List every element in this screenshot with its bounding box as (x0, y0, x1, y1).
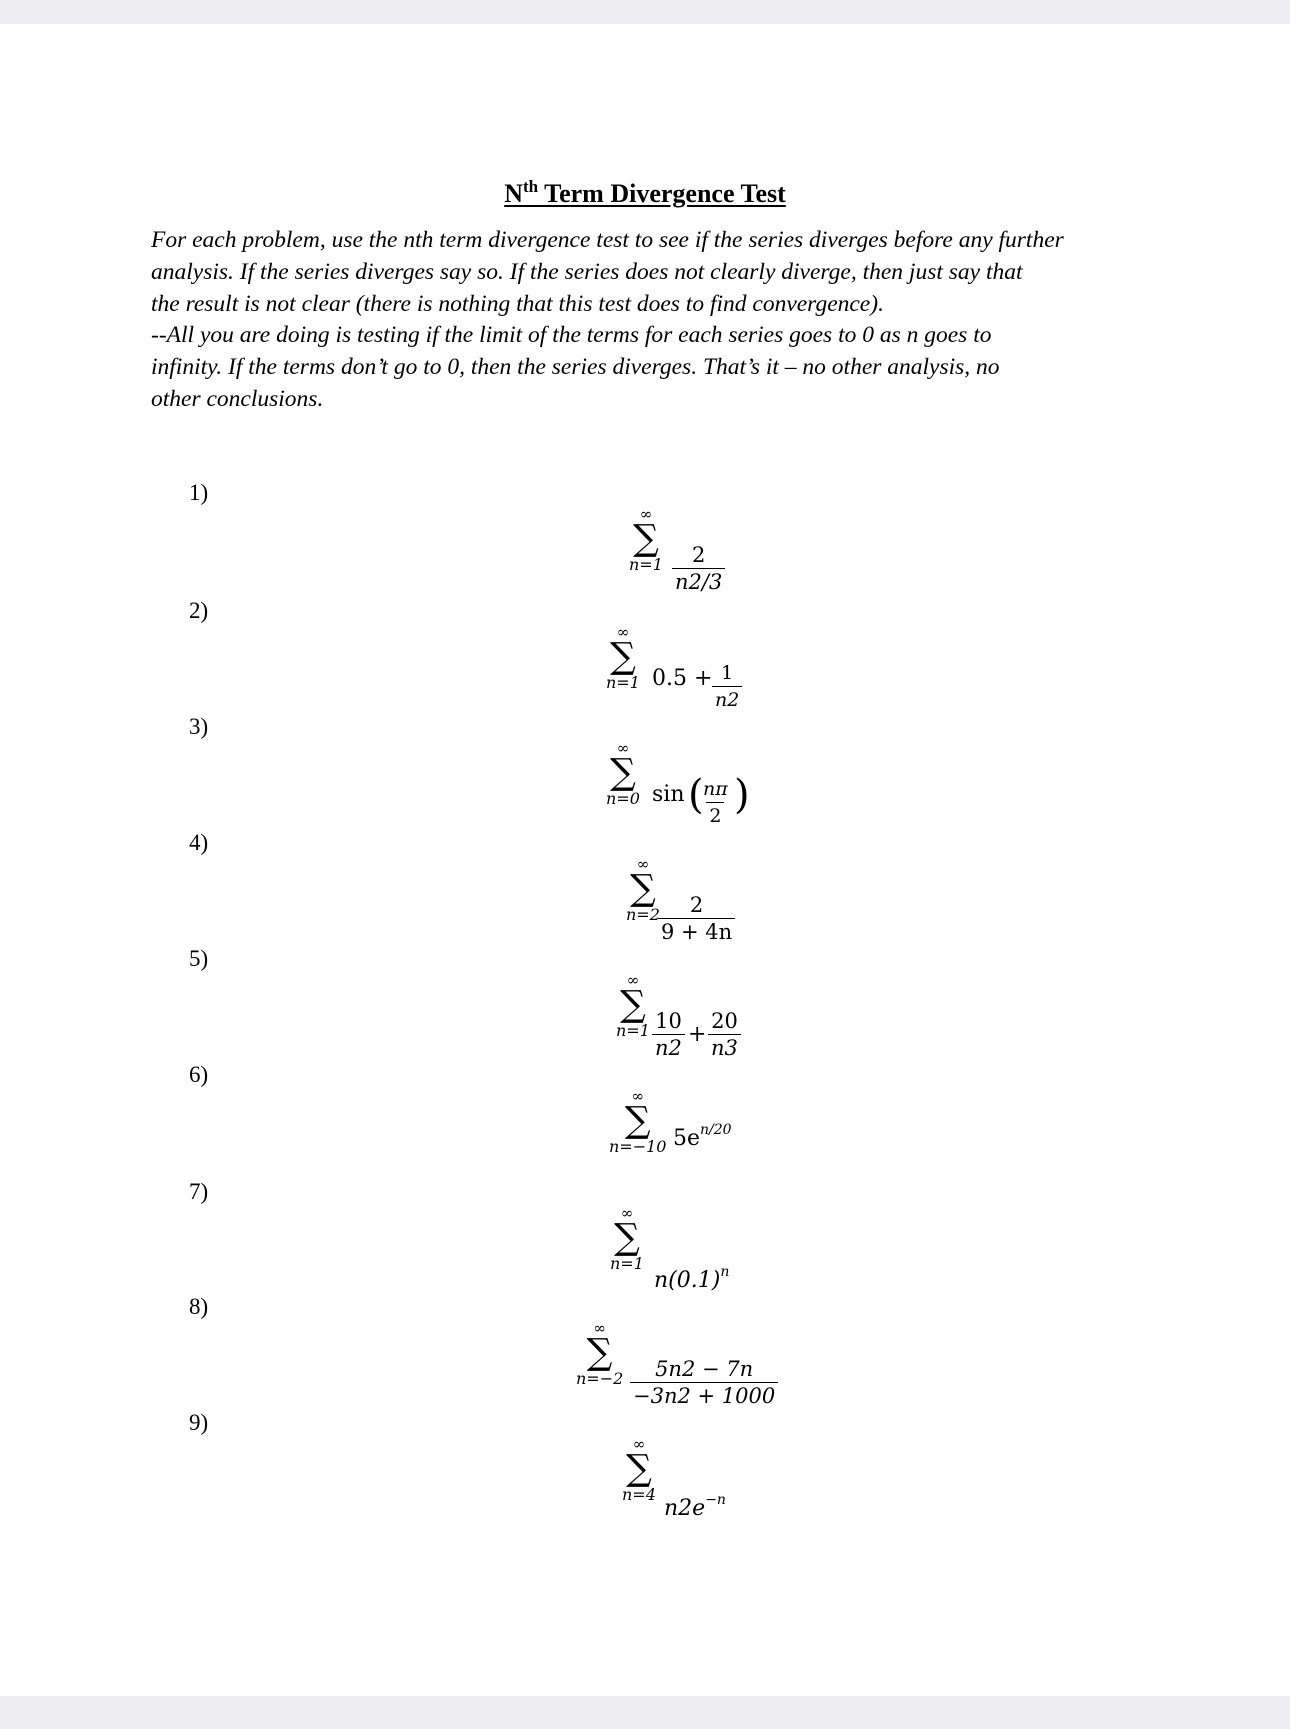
sigma-icon: ∑ (626, 1448, 652, 1489)
sum-lower: n=−10 (609, 1137, 667, 1156)
instruction-line: the result is not clear (there is nothing that this test does to find convergence). (151, 290, 884, 317)
denominator: 9 + 4n (658, 918, 735, 945)
term-base: 5e (673, 1126, 701, 1151)
denominator: n2 (712, 686, 742, 713)
denominator-text: n2/3 (675, 570, 723, 594)
title-sup: th (522, 177, 539, 196)
term-base: n2e (664, 1496, 706, 1521)
problem-3-sum (606, 740, 640, 808)
problem-2-lead: 0.5 + (652, 666, 713, 691)
numerator: 5n2 − 7n (655, 1357, 754, 1381)
sum-upper: ∞ (620, 1204, 634, 1222)
paren-right: ) (734, 772, 750, 818)
sum-upper: ∞ (631, 1087, 644, 1105)
sigma-icon: ∑ (624, 1100, 651, 1141)
sum-lower: n=1 (616, 1021, 650, 1040)
problem-1-sum (629, 506, 663, 574)
term-base: n(0.1) (654, 1268, 721, 1293)
page-title (0, 177, 1290, 209)
title-rest: Term Divergence Test (538, 179, 786, 208)
problem-3-label: 3) (189, 714, 209, 739)
instruction-line: For each problem, use the nth term divergence test to see if the series diverges before any further (151, 227, 1064, 253)
problem-1-fraction (672, 542, 725, 595)
problem-7-sum (610, 1205, 644, 1273)
problem-5-label: 5) (189, 946, 209, 971)
instruction-line: other conclusions. (151, 385, 324, 412)
problem-8-fraction (630, 1356, 778, 1409)
problem-5-sum (616, 972, 650, 1040)
sum-upper: ∞ (616, 623, 630, 641)
title-main: N (504, 179, 523, 208)
problem-2-sum (606, 624, 640, 692)
numerator: 10 (655, 1009, 682, 1033)
sum-upper: ∞ (639, 505, 653, 523)
problem-7-term (654, 1264, 729, 1293)
instruction-line: infinity. If the terms don’t go to 0, then the series diverges. That’s it – no other analysis, no (151, 354, 1000, 381)
problem-6-term (673, 1122, 732, 1151)
sigma-icon: ∑ (614, 1217, 640, 1258)
problem-9-label: 9) (189, 1410, 209, 1435)
numerator: 20 (711, 1009, 738, 1033)
sum-lower: n=1 (610, 1254, 644, 1273)
term-exponent: n (720, 1264, 730, 1280)
problem-9-term (664, 1492, 726, 1521)
denominator: 2 (706, 802, 724, 829)
document-page (0, 24, 1290, 1696)
sum-lower: n=1 (606, 673, 640, 692)
problem-9-sum (622, 1436, 656, 1504)
problem-5-fraction-1 (652, 1008, 685, 1061)
problem-7-label: 7) (189, 1179, 209, 1204)
problem-3-fraction (700, 776, 731, 829)
numerator: 2 (689, 893, 704, 917)
sum-upper: ∞ (616, 739, 630, 757)
problem-6-sum (609, 1088, 666, 1156)
denominator: n3 (708, 1034, 741, 1061)
sum-lower: n=1 (629, 555, 663, 574)
sigma-icon: ∑ (610, 752, 636, 793)
numerator: nπ (703, 778, 728, 800)
sum-lower: n=4 (622, 1485, 656, 1504)
instruction-line: --All you are doing is testing if the limit of the terms for each series goes to 0 as n goes to (151, 322, 992, 349)
sum-upper: ∞ (626, 971, 640, 989)
sigma-icon: ∑ (620, 984, 646, 1025)
denominator (672, 568, 725, 595)
problem-5-fraction-2 (708, 1008, 741, 1061)
sigma-icon: ∑ (610, 636, 636, 677)
problem-4-fraction (658, 892, 735, 945)
sigma-icon: ∑ (586, 1332, 613, 1373)
instruction-line: analysis. If the series diverges say so. If the series does not clearly diverge, then just say that (151, 258, 1023, 285)
problem-6-label: 6) (189, 1062, 209, 1087)
numerator: 1 (721, 662, 734, 684)
problem-2-label: 2) (189, 598, 209, 623)
sigma-icon: ∑ (630, 868, 656, 909)
numerator: 2 (691, 543, 706, 567)
problem-1-label: 1) (189, 480, 209, 505)
sum-upper: ∞ (636, 855, 650, 873)
problem-3-lead: sin (652, 782, 685, 807)
term-exponent: −n (705, 1492, 726, 1508)
sum-upper: ∞ (593, 1319, 606, 1337)
sum-lower: n=2 (626, 905, 660, 924)
denominator: −3n2 + 1000 (630, 1382, 778, 1409)
problem-8-sum (576, 1320, 623, 1388)
sigma-icon: ∑ (633, 518, 659, 559)
sum-lower: n=0 (606, 789, 640, 808)
denominator: n2 (652, 1034, 685, 1061)
paren-left: ( (688, 772, 704, 818)
plus-sign: + (688, 1022, 707, 1047)
problem-2-fraction (712, 660, 742, 713)
problem-8-label: 8) (189, 1294, 209, 1319)
instructions (151, 225, 1171, 416)
term-exponent: n/20 (700, 1122, 732, 1138)
problem-4-sum (626, 856, 660, 924)
sum-lower: n=−2 (576, 1369, 624, 1388)
sum-upper: ∞ (632, 1435, 646, 1453)
problem-4-label: 4) (189, 830, 209, 855)
